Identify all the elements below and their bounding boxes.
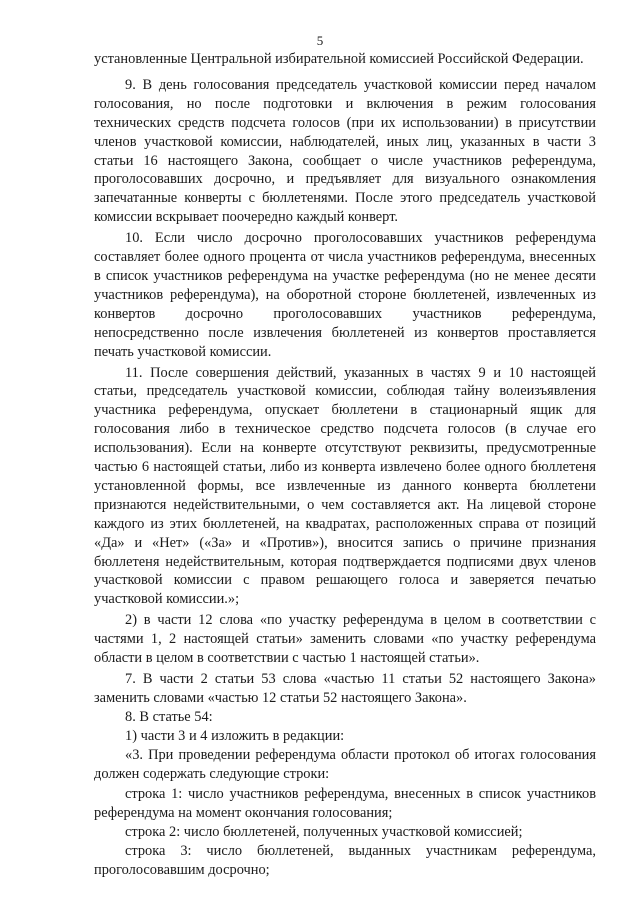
paragraph-part-3: «3. При проведении референдума области протокол об итогах голосования должен содержать следующие строки: — [94, 746, 596, 782]
page-number: 5 — [316, 33, 324, 48]
paragraph-item-9: 9. В день голосования председатель участковой комиссии перед началом голосования, но после подготовки и включения в режим голосования технических средств подсчета голосов (при их использовании) в присутствии членов участковой комиссии, наблюдателей, иных лиц, указанных в части 3 статьи 16 настоящего Закона, сообщает о числе участников референдума, проголосовавших досрочно, и предъявляет для визуального ознакомления запечатанные конверты с бюллетенями. После этого председатель участковой комиссии вскрывает поочередно каждый конверт. — [94, 76, 596, 226]
paragraph-item-7: 7. В части 2 статьи 53 слова «частью 11 статьи 52 настоящего Закона» заменить словами «частью 12 статьи 52 настоящего Закона». — [94, 671, 596, 706]
paragraph-item-8: 8. В статье 54: — [125, 708, 213, 725]
paragraph-line-2: строка 2: число бюллетеней, полученных участковой комиссией; — [125, 824, 523, 841]
paragraph-line-1: строка 1: число участников референдума, внесенных в список участников референдума на момент окончания голосования; — [94, 786, 596, 822]
paragraph-item-10: 10. Если число досрочно проголосовавших участников референдума составляет более одного процента от числа участников референдума, внесенных в список участников референдума на участке референдума (но не менее десяти участников референдума), на оборотной стороне бюллетеней, извлеченных из конвертов досрочно проголосовавших участников референдума, непосредственно после извлечения бюллетеней из конвертов проставляется печать участковой комиссии. — [94, 230, 596, 360]
paragraph-item-11: 11. После совершения действий, указанных в частях 9 и 10 настоящей статьи, председатель участковой комиссии, соблюдая тайну волеизъявления участника референдума, опускает бюллетени в стационарный ящик для голосования либо в техническое средство подсчета голосов (в случае его использования). Если на конверте отсутствуют реквизиты, предусмотренные частью 6 настоящей статьи, либо из конверта извлечено более одного бюллетеня установленной формы, все извлеченные из данного конверта бюллетени признаются недействительными, о чем составляется акт. На лицевой стороне каждого из этих бюллетеней, на квадратах, расположенных справа от позиций «Да» и «Нет» («За» и «Против»), вносится запись о причине признания бюллетеня недействительным, которая подтверждается подписями двух членов участковой комиссии с правом решающего голоса и заверяется печатью участковой комиссии.»; — [94, 364, 596, 608]
paragraph-line-3: строка 3: число бюллетеней, выданных участникам референдума, проголосовавшим досрочно; — [94, 843, 596, 879]
document-body — [94, 50, 596, 880]
paragraph-amendment-2: 2) в части 12 слова «по участку референдума в целом в соответствии с частями 1, 2 настоящей статьи» заменить словами «по участку референдума области в целом в соответствии с частью 1 настоящей статьи». — [94, 612, 596, 667]
paragraph-amendment-1: 1) части 3 и 4 изложить в редакции: — [125, 727, 345, 744]
paragraph-continuation: установленные Центральной избирательной комиссией Российской Федерации. — [94, 51, 584, 67]
